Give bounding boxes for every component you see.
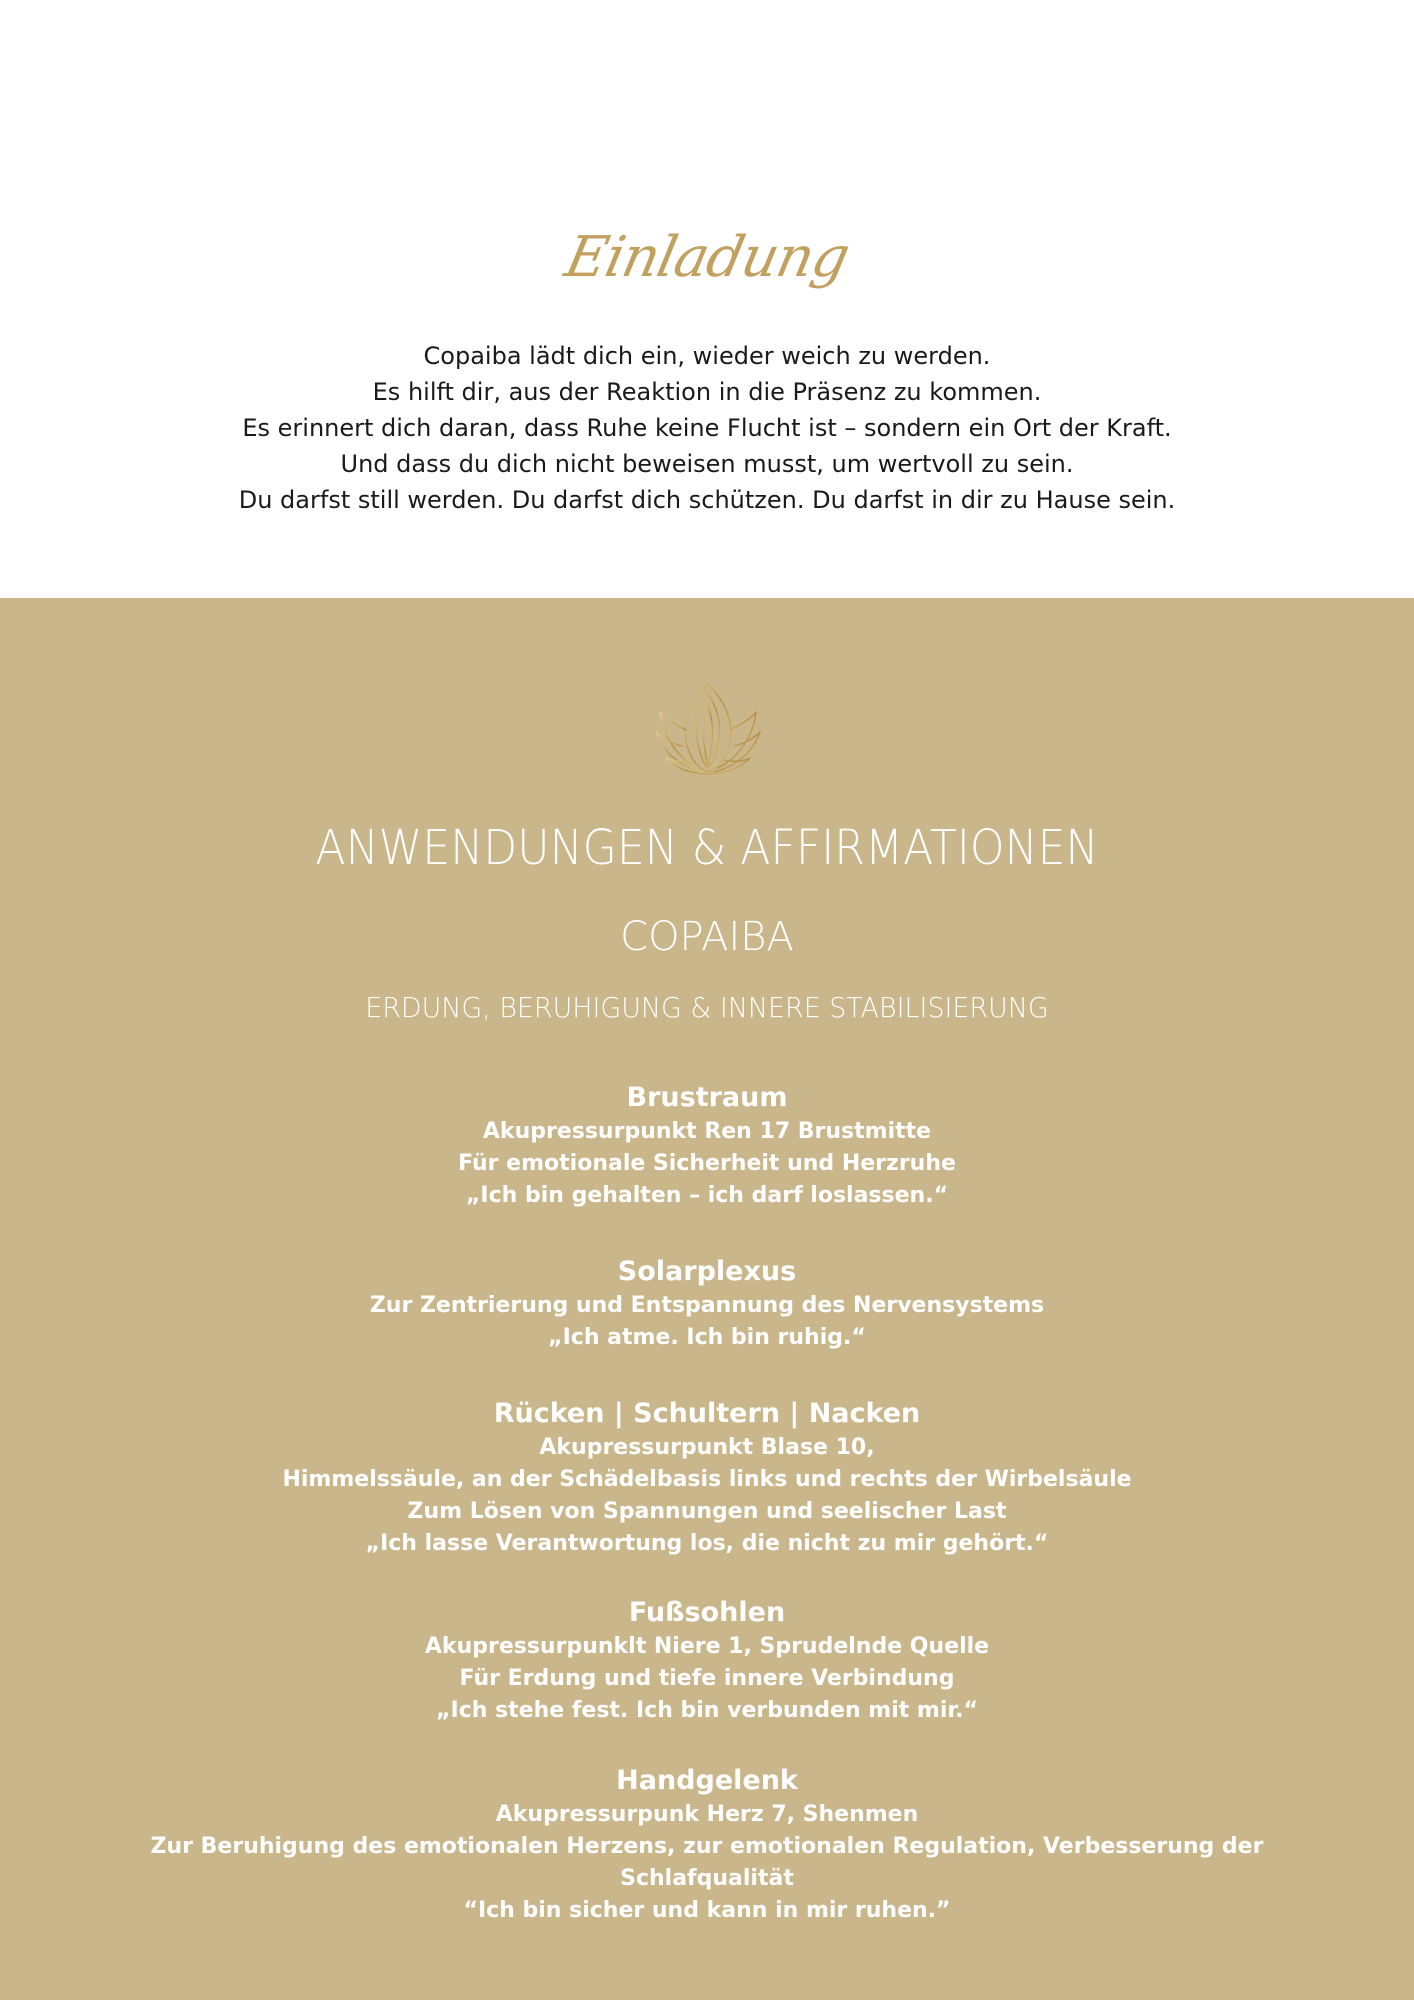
section-line: Akupressurpunk Herz 7, Shenmen	[495, 1802, 919, 1827]
section-title: Fußsohlen	[628, 1597, 786, 1628]
section-line: “Ich bin sicher und kann in mir ruhen.”	[463, 1898, 951, 1923]
section-title: Rücken | Schultern | Nacken	[493, 1398, 921, 1429]
invitation-line: Und dass du dich nicht beweisen musst, um wertvoll zu sein.	[340, 450, 1074, 478]
section-line: Akupressurpunklt Niere 1, Sprudelnde Quelle	[424, 1634, 990, 1659]
section-line: Akupressurpunkt Blase 10,	[539, 1435, 875, 1460]
section-line: Zur Beruhigung des emotionalen Herzens, zur emotionalen Regulation, Verbesserung der	[150, 1834, 1264, 1859]
invitation-text	[0, 338, 1414, 518]
section-handgelenk	[0, 1763, 1414, 1927]
invitation-line: Es hilft dir, aus der Reaktion in die Präsenz zu kommen.	[372, 378, 1042, 406]
section-line: Himmelssäule, an der Schädelbasis links und rechts der Wirbelsäule	[282, 1467, 1132, 1492]
product-tagline: ERDUNG, BERUHIGUNG & INNERE STABILISIERUNG	[365, 991, 1049, 1024]
section-solarplexus	[0, 1254, 1414, 1354]
section-line: „Ich lasse Verantwortung los, die nicht zu mir gehört.“	[365, 1531, 1049, 1556]
section-line: Schlafqualität	[620, 1866, 794, 1891]
product-name: COPAIBA	[620, 914, 794, 960]
section-title: Brustraum	[626, 1082, 788, 1113]
invitation-title: Einladung	[559, 225, 855, 290]
section-line: „Ich stehe fest. Ich bin verbunden mit mir.“	[436, 1698, 978, 1723]
section-line: „Ich bin gehalten – ich darf loslassen.“	[465, 1183, 949, 1208]
section-line: Für emotionale Sicherheit und Herzruhe	[458, 1151, 956, 1176]
invitation-line: Copaiba lädt dich ein, wieder weich zu werden.	[423, 342, 991, 370]
section-title: Handgelenk	[616, 1765, 798, 1796]
section-line: Zur Zentrierung und Entspannung des Nervensystems	[369, 1293, 1045, 1318]
section-line: Akupressurpunkt Ren 17 Brustmitte	[482, 1119, 932, 1144]
invitation-line: Du darfst still werden. Du darfst dich schützen. Du darfst in dir zu Hause sein.	[238, 486, 1176, 514]
section-ruecken	[0, 1396, 1414, 1560]
section-fusssohlen	[0, 1595, 1414, 1727]
section-line: „Ich atme. Ich bin ruhig.“	[548, 1325, 866, 1350]
section-line: Zum Lösen von Spannungen und seelischer Last	[407, 1499, 1007, 1524]
section-title: Solarplexus	[617, 1256, 797, 1287]
section-brustraum	[0, 1080, 1414, 1212]
page-heading: ANWENDUNGEN & AFFIRMATIONEN	[315, 820, 1099, 876]
lotus-icon	[652, 680, 764, 776]
section-line: Für Erdung und tiefe innere Verbindung	[459, 1666, 955, 1691]
invitation-line: Es erinnert dich daran, dass Ruhe keine Flucht ist – sondern ein Ort der Kraft.	[242, 414, 1172, 442]
